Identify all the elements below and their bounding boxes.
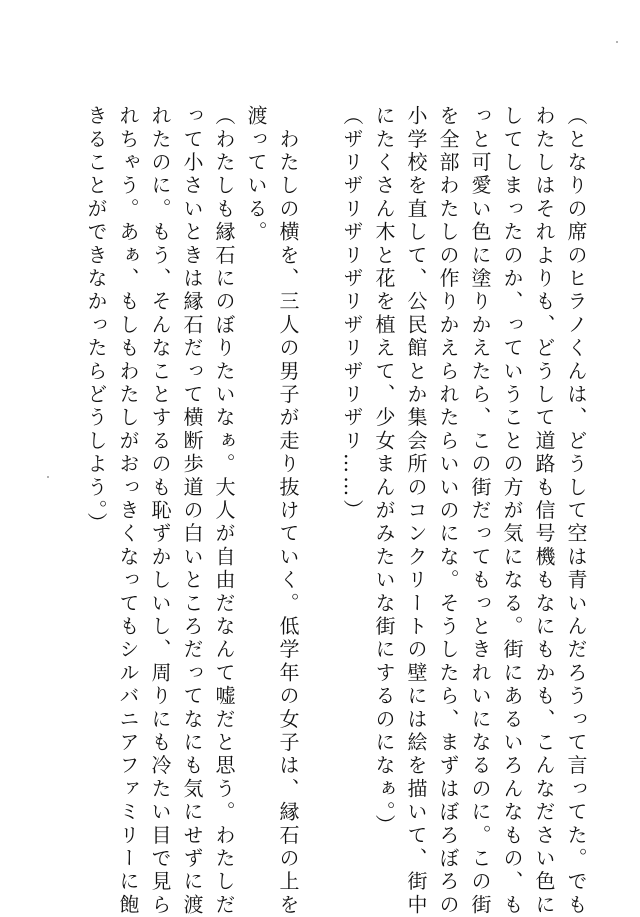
text-line-2: わたしはそれよりも、どうして道路も信号機もなにもかも、こんなださい色に (532, 105, 556, 917)
text-line-14: れちゃう。あぁ、もしもわたしがおっきくなってもシルバニアファミリーに飽 (116, 105, 140, 917)
text-line-9: わたしの横を、三人の男子が走り抜けていく。低学年の女子は、縁石の上を (276, 105, 300, 917)
text-line-5: を全部わたしの作りかえられたらいいのにな。そうしたら、まずはぼろぼろの (436, 105, 460, 917)
scan-speck (616, 41, 618, 43)
text-line-13: れたのに。もう、そんなことするのも恥ずかしいし、周りにも冷たい目で見ら (148, 105, 172, 917)
text-line-11: （わたしも縁石にのぼりたいなぁ。大人が自由だなんて嘘だと思う。わたしだ (212, 105, 236, 917)
text-line-3: してしまったのか、っていうことの方が気になる。街にあるいろんなもの、も (500, 105, 524, 917)
text-line-10: 渡っている。 (244, 105, 268, 245)
text-line-6: 小学校を直して、公民館とか集会所のコンクリートの壁には絵を描いて、街中 (404, 105, 428, 917)
text-line-8: （ザリザリザリザリザリザリザリ……） (340, 105, 364, 523)
text-line-1: （となりの席のヒラノくんは、どうして空は青いんだろうって言ってた。でも (564, 105, 588, 917)
scan-speck (47, 476, 49, 478)
text-line-4: っと可愛い色に塗りかえたら、この街だってもっときれいになるのに。この街 (468, 105, 492, 917)
text-line-15: きることができなかったらどうしよう。） (84, 105, 108, 536)
text-line-12: って小さいときは縁石だって横断歩道の白いところだってなにも気にせずに渡 (180, 105, 204, 917)
text-line-7: にたくさん木と花を植えて、少女まんがみたいな街にするのになぁ。） (372, 105, 396, 838)
